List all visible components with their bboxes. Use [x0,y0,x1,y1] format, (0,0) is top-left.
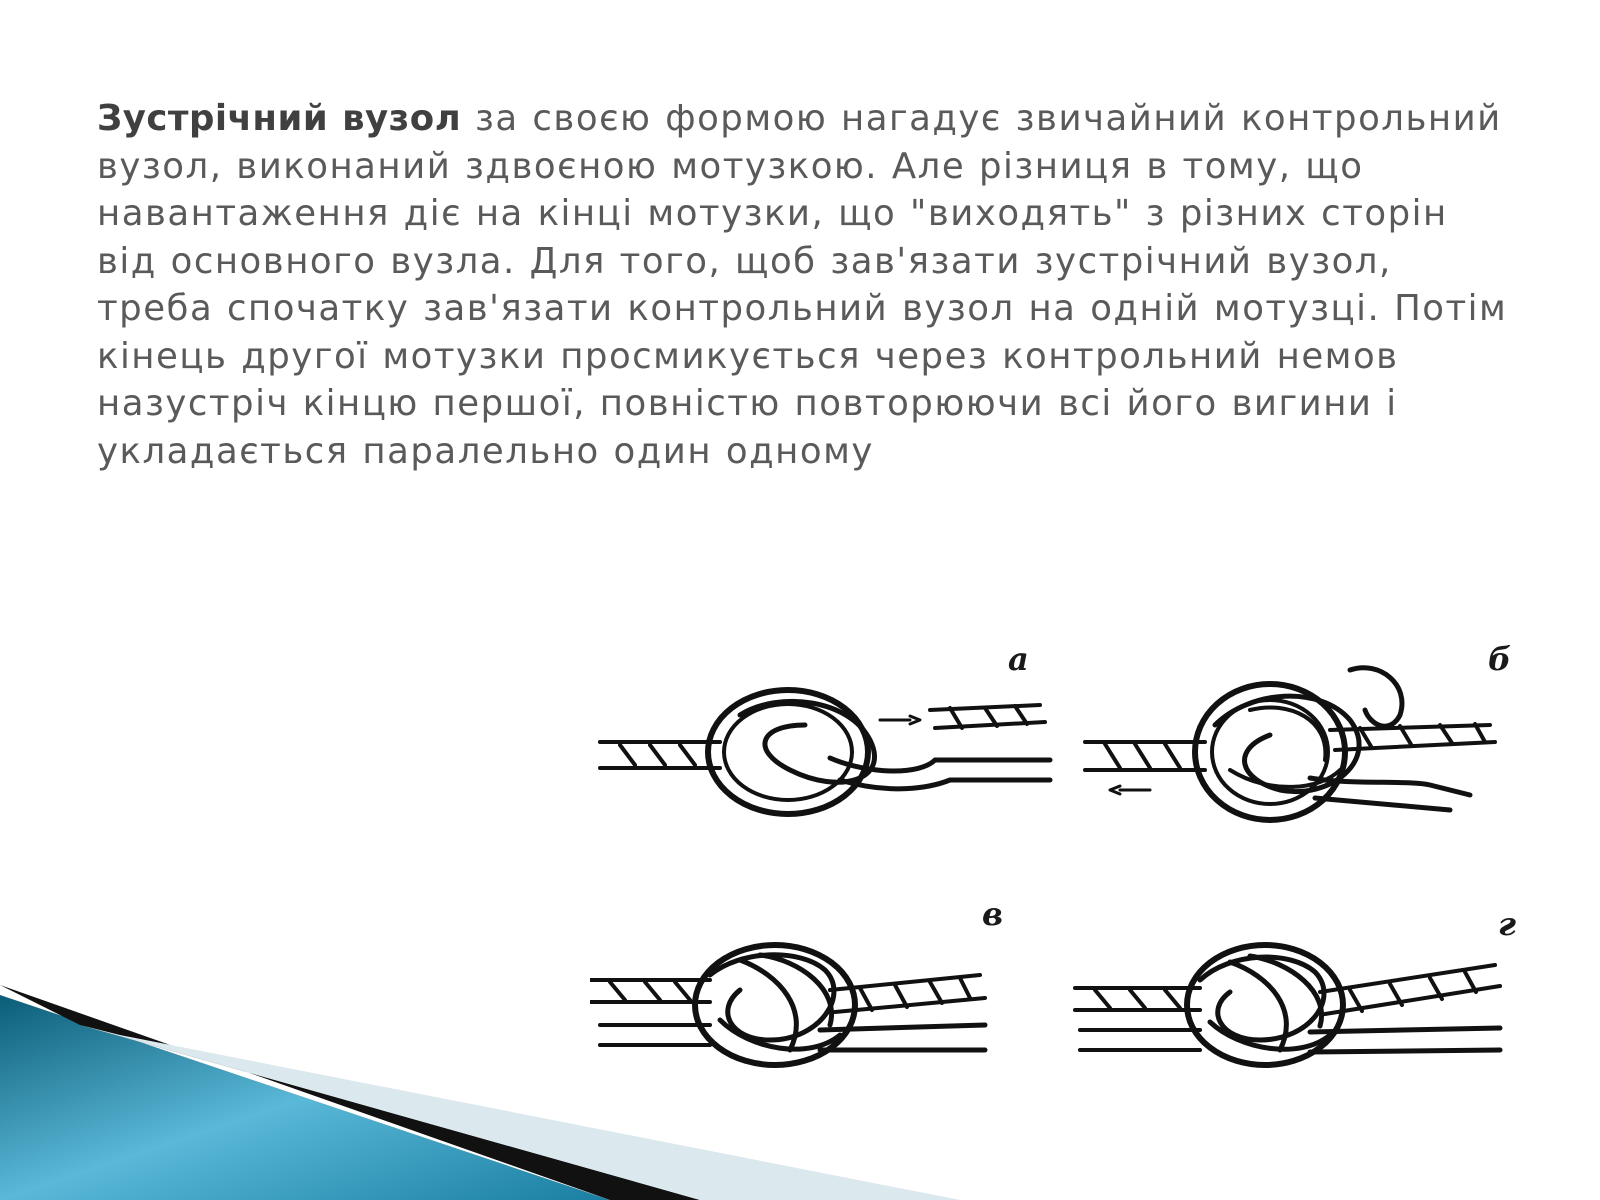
paragraph-body: за своєю формою нагадує звичайний контрольний вузол, виконаний здвоєною мотузкою. Але різниця в тому, що навантаження діє на кінці мотузки, що "виходять" з різних сторін від основного вузла. Для того, щоб зав'язати зустрічний вузол, треба спочатку зав'язати контрольний вузол на одній мотузці. Потім кінець другої мотузки просмикується через контрольний немов назустріч кінцю першої, повністю повторюючи всі його вигини і укладається паралельно один одному [97,98,1508,472]
label-a: а [1008,640,1029,678]
label-c: в [982,895,1004,933]
label-d: г [1498,905,1516,943]
term-heading: Зустрічний вузол [97,98,462,139]
label-b: б [1488,640,1512,678]
